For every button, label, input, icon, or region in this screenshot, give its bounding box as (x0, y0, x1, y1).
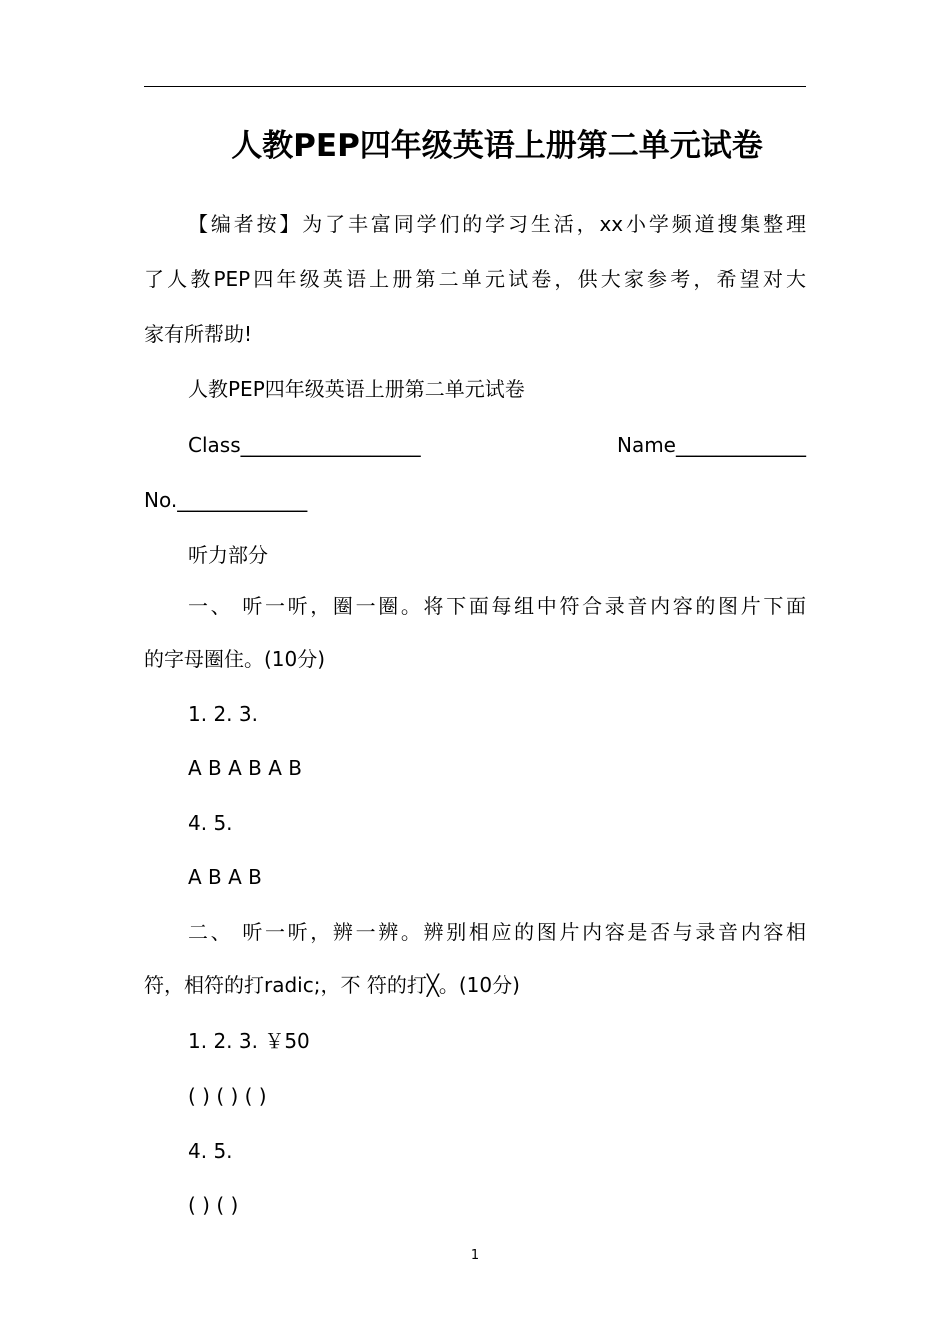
question-1-line-1: 一、 听一听，圈一圈。将下面每组中符合录音内容的图片下面 (188, 594, 806, 618)
page-number: 1 (470, 1248, 480, 1263)
question-2-numbers-a: 1. 2. 3. ￥50 (188, 1029, 310, 1053)
name-field: Name_____________ (616, 433, 806, 457)
section-listening: 听力部分 (188, 543, 268, 567)
question-2-blanks-a: ( ) ( ) ( ) (188, 1084, 267, 1108)
question-1-line-2: 的字母圈住。(10分) (144, 647, 326, 671)
class-name-row (188, 431, 806, 459)
intro-line-1: 【编者按】为了丰富同学们的学习生活，xx小学频道搜集整理 (188, 212, 806, 236)
question-1-options-a: A B A B A B (188, 756, 302, 780)
question-1-numbers-b: 4. 5. (188, 811, 233, 835)
intro-line-3: 家有所帮助! (144, 322, 253, 346)
header-rule (144, 86, 806, 87)
question-2-numbers-b: 4. 5. (188, 1139, 233, 1163)
question-2-blanks-b: ( ) ( ) (188, 1193, 239, 1217)
question-1-numbers-a: 1. 2. 3. (188, 702, 258, 726)
document-title: 人教PEP四年级英语上册第二单元试卷 (231, 128, 763, 164)
exam-subtitle: 人教PEP四年级英语上册第二单元试卷 (188, 377, 525, 401)
class-field: Class__________________ (188, 433, 421, 457)
number-field: No._____________ (144, 488, 308, 512)
intro-line-2: 了人教PEP四年级英语上册第二单元试卷，供大家参考，希望对大 (144, 267, 806, 291)
question-2-line-1: 二、 听一听，辨一辨。辨别相应的图片内容是否与录音内容相 (188, 920, 806, 944)
question-1-options-b: A B A B (188, 865, 262, 889)
question-2-line-2: 符，相符的打radic;，不 符的打╳。(10分) (144, 973, 520, 997)
